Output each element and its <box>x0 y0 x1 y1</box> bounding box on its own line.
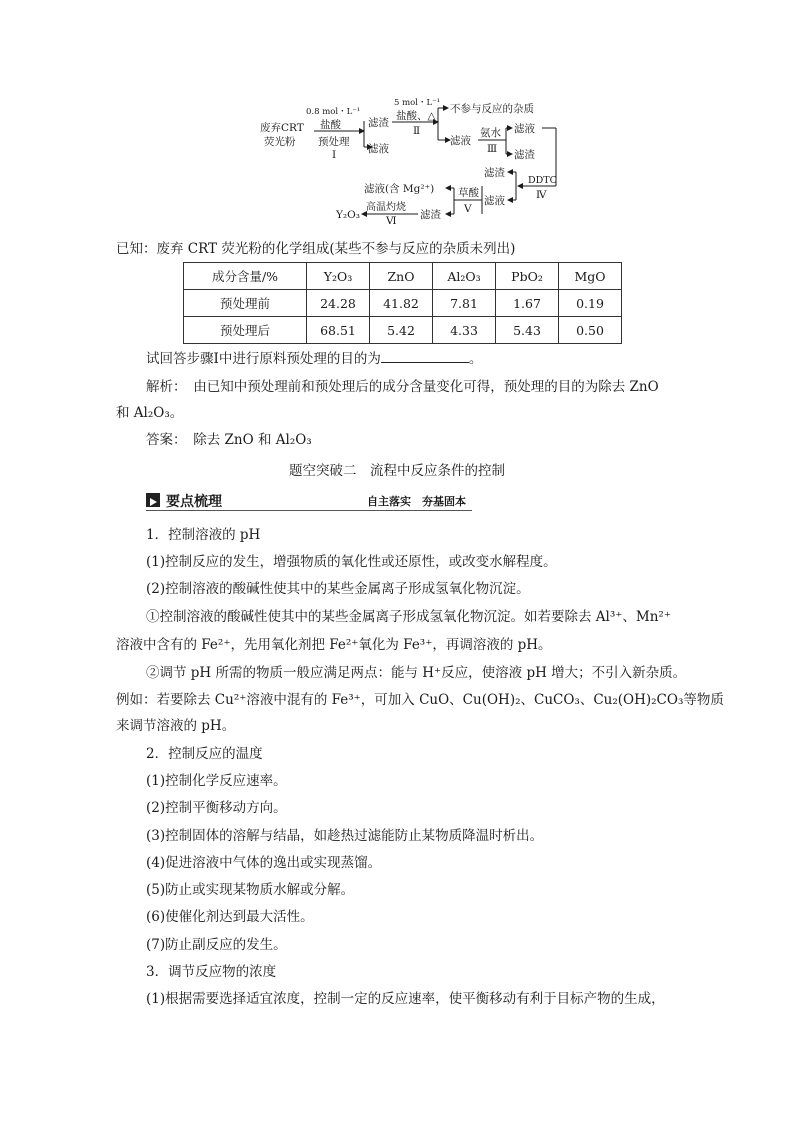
flow-residue5: 滤渣 <box>420 209 441 221</box>
content-line: (6)使催化剂达到最大活性。 <box>146 909 314 925</box>
flow-step4-num: Ⅳ <box>536 189 547 201</box>
question-end: 。 <box>468 351 483 367</box>
content-line: (3)控制固体的溶解与结晶，如趁热过滤能防止某物质降温时析出。 <box>146 828 544 844</box>
flow-reagent1: 盐酸 <box>320 119 341 131</box>
flow-reagent6: 高温灼烧 <box>366 202 406 213</box>
flow-step5-num: Ⅴ <box>464 203 472 215</box>
table-row <box>184 290 622 317</box>
flow-product: Y₂O₃ <box>336 209 360 221</box>
table-cell: 0.19 <box>559 290 622 317</box>
analysis-line-2: 和 Al₂O₃。 <box>116 405 184 421</box>
content-line: 溶液中含有的 Fe²⁺，先用氧化剂把 Fe²⁺氧化为 Fe³⁺，再调溶液的 pH。 <box>116 637 552 653</box>
table-cell: 7.81 <box>433 290 496 317</box>
content-line: (7)防止副反应的发生。 <box>146 937 287 953</box>
table-header-cell: Al₂O₃ <box>433 263 496 290</box>
table-cell: 5.42 <box>370 317 433 344</box>
content-line: (1)控制化学反应速率。 <box>146 773 287 789</box>
question-line <box>146 350 482 368</box>
content-line: 来调节溶液的 pH。 <box>116 718 236 734</box>
answer-line: 答案： 除去 ZnO 和 Al₂O₃ <box>146 432 312 448</box>
table-header-row <box>184 263 622 290</box>
flow-source-2: 荧光粉 <box>264 136 296 148</box>
flow-reagent3: 氨水 <box>480 127 501 139</box>
table-cell: 68.51 <box>307 317 370 344</box>
table-cell: 1.67 <box>496 290 559 317</box>
table-cell: 5.43 <box>496 317 559 344</box>
flow-step2-num: Ⅱ <box>413 125 421 137</box>
table-header-cell: MgO <box>559 263 622 290</box>
flow-residue4: 滤渣 <box>484 167 505 179</box>
flow-filtrate2: 滤液 <box>450 135 471 147</box>
answer-blank <box>381 350 469 363</box>
key-points-banner <box>146 491 472 511</box>
banner-divider <box>146 510 472 511</box>
table-cell: 0.50 <box>559 317 622 344</box>
content-line: (2)控制溶液的酸碱性使其中的某些金属离子形成氢氧化物沉淀。 <box>146 581 530 597</box>
flow-source: 废弃CRT <box>260 122 304 134</box>
table-header-cell: ZnO <box>370 263 433 290</box>
table-header-cell: 成分含量/% <box>184 263 307 290</box>
flow-reagent4: DDTC <box>528 175 557 186</box>
flow-step1-num: Ⅰ <box>332 149 337 161</box>
flow-step3-num: Ⅲ <box>487 143 498 155</box>
section-title: 题空突破二 流程中反应条件的控制 <box>289 463 505 479</box>
flow-filtrate3: 滤液 <box>514 123 535 135</box>
table-cell: 24.28 <box>307 290 370 317</box>
flow-reagent2-conc: 5 mol・L⁻¹ <box>394 98 441 108</box>
play-icon <box>146 493 160 507</box>
flow-reagent2: 盐酸、△ <box>396 110 436 122</box>
flow-filtrate-mg: 滤液(含 Mg²⁺) <box>364 183 435 195</box>
content-line: (2)控制平衡移动方向。 <box>146 800 287 816</box>
analysis-line-1: 解析： 由已知中预处理前和预处理后的成分含量变化可得，预处理的目的为除去 ZnO <box>146 379 659 395</box>
content-line: 3．调节反应物的浓度 <box>146 964 277 980</box>
table-cell: 预处理前 <box>184 290 307 317</box>
flow-residue1: 滤渣 <box>368 117 389 129</box>
table-cell: 预处理后 <box>184 317 307 344</box>
composition-table <box>183 262 622 344</box>
content-line: (5)防止或实现某物质水解或分解。 <box>146 882 355 898</box>
flow-residue3: 滤渣 <box>514 149 535 161</box>
banner-subtitle: 自主落实 夯基固本 <box>367 495 466 508</box>
flow-filtrate1: 滤液 <box>368 143 389 155</box>
content-line: (1)控制反应的发生，增强物质的氧化性或还原性，或改变水解程度。 <box>146 554 557 570</box>
table-cell: 41.82 <box>370 290 433 317</box>
banner-title: 要点梳理 <box>166 494 222 510</box>
flow-step1-label: 预处理 <box>318 136 350 148</box>
content-line: ②调节 pH 所需的物质一般应满足两点：能与 H⁺反应，使溶液 pH 增大；不引入新杂质。 <box>146 665 687 681</box>
flow-step6-num: Ⅵ <box>386 215 397 225</box>
table-header-cell: PbO₂ <box>496 263 559 290</box>
content-line: 例如：若要除去 Cu²⁺溶液中混有的 Fe³⁺，可加入 CuO、Cu(OH)₂、CuCO₃、Cu₂(OH)₂CO₃等物质 <box>116 692 724 708</box>
flow-filtrate4: 滤液 <box>484 195 505 207</box>
content-line: (4)促进溶液中气体的逸出或实现蒸馏。 <box>146 855 382 871</box>
table-cell: 4.33 <box>433 317 496 344</box>
flow-impurity: 不参与反应的杂质 <box>450 103 534 115</box>
content-line: 2．控制反应的温度 <box>146 746 263 762</box>
flow-reagent5: 草酸 <box>458 187 479 199</box>
known-info: 已知：废弃 CRT 荧光粉的化学组成(某些不参与反应的杂质未列出) <box>116 241 516 257</box>
flow-reagent1-conc: 0.8 mol・L⁻¹ <box>306 107 361 117</box>
table-row <box>184 317 622 344</box>
content-line: ①控制溶液的酸碱性使其中的某些金属离子形成氢氧化物沉淀。如若要除去 Al³⁺、Mn²⁺ <box>146 609 671 625</box>
table-header-cell: Y₂O₃ <box>307 263 370 290</box>
process-flow-diagram <box>240 90 570 225</box>
question-text: 试回答步骤Ⅰ中进行原料预处理的目的为 <box>146 351 381 367</box>
content-line: 1．控制溶液的 pH <box>146 527 261 543</box>
content-line: (1)根据需要选择适宜浓度，控制一定的反应速率，使平衡移动有利于目标产物的生成， <box>146 991 665 1007</box>
